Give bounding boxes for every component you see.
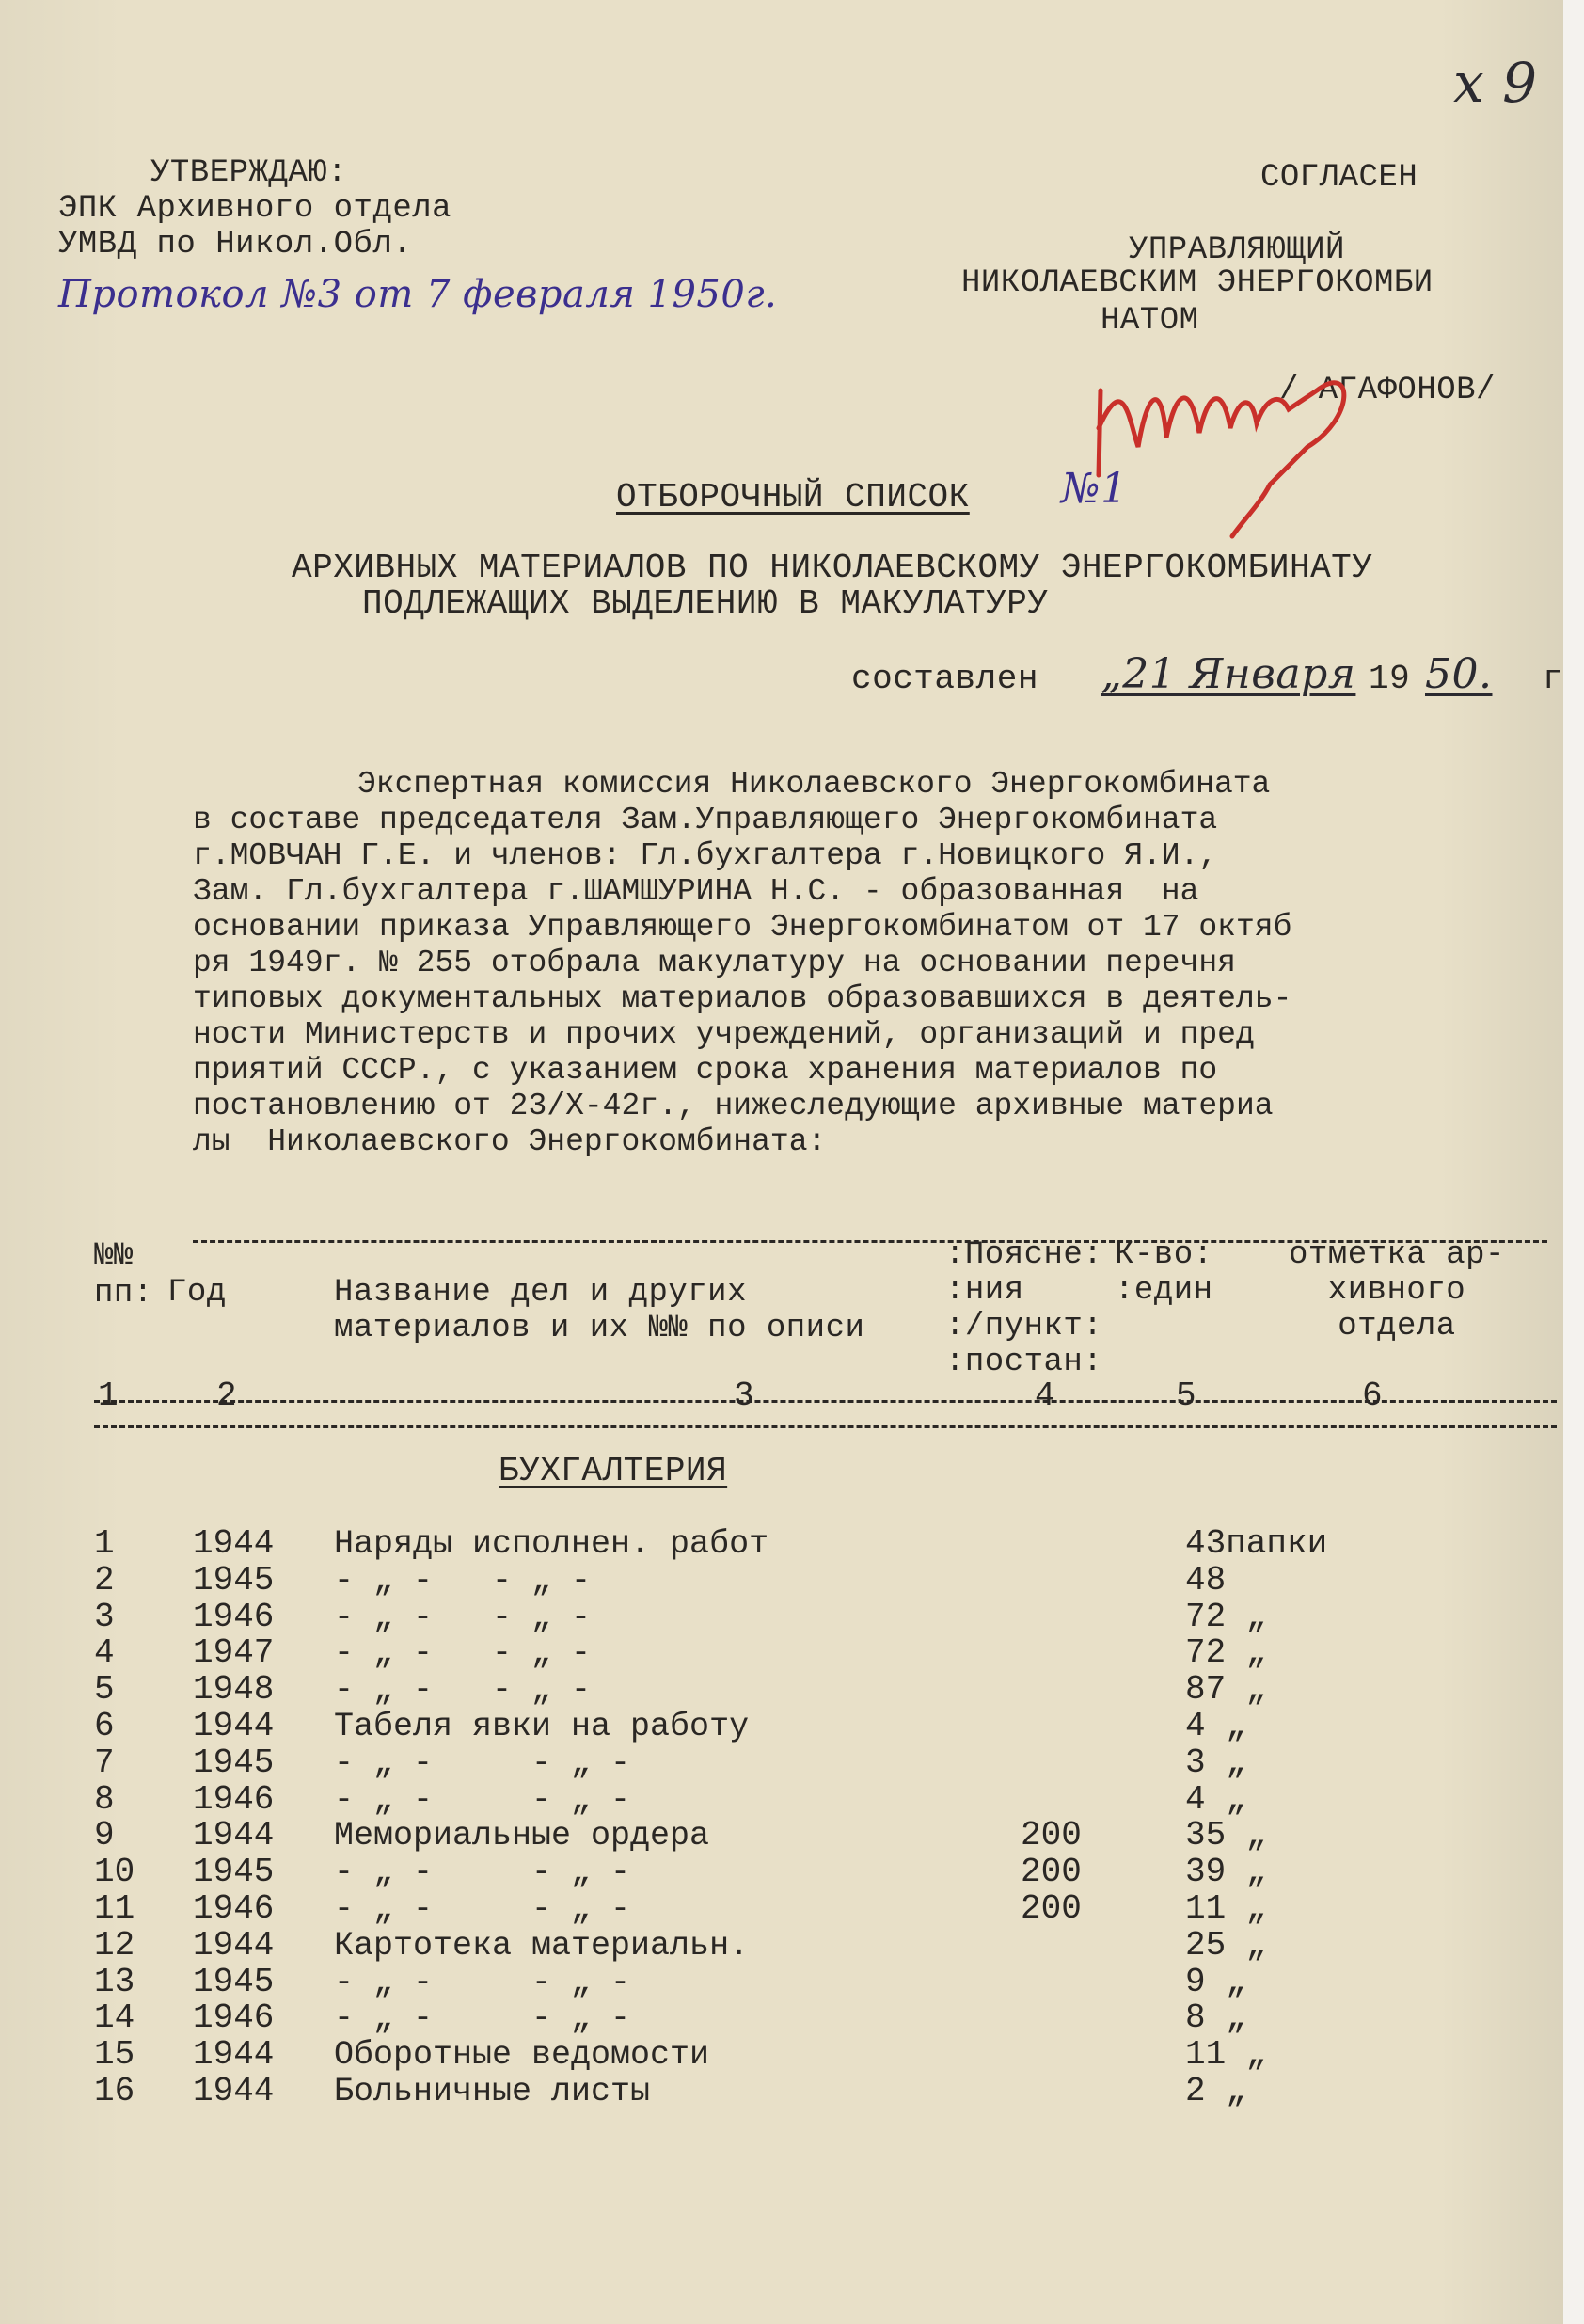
row-quantity: 48	[1185, 1561, 1227, 1600]
paragraph-line: в составе председателя Зам.Управляющего Энергокомбината	[193, 803, 1218, 837]
protocol-note: Протокол №3 от 7 февраля 1950г.	[58, 273, 778, 316]
row-year: 1944	[193, 1707, 275, 1745]
row-number: 3	[94, 1598, 115, 1636]
date-label: составлен	[851, 660, 1038, 698]
row-title: - „ - - „ -	[334, 1964, 631, 2001]
row-year: 1945	[193, 1561, 275, 1600]
row-quantity: 11 „	[1185, 1889, 1267, 1928]
row-title: - „ - - „ -	[334, 1890, 631, 1928]
row-number: 6	[94, 1707, 115, 1745]
row-quantity: 72 „	[1185, 1633, 1267, 1672]
row-title: - „ - - „ -	[334, 1854, 631, 1891]
row-quantity: 87 „	[1185, 1670, 1267, 1709]
row-note: 200	[1021, 1889, 1082, 1928]
row-quantity: 4 „	[1185, 1780, 1246, 1819]
row-title: - „ - - „ -	[334, 1744, 631, 1782]
row-title: - „ - - „ -	[334, 1562, 592, 1600]
header-col-note: :Поясне: :ния :/пункт: :постан:	[945, 1237, 1103, 1380]
row-title: - „ - - „ -	[334, 1781, 631, 1819]
header-col-quantity: К-во: :един	[1115, 1237, 1213, 1309]
row-year: 1944	[193, 1524, 275, 1563]
paragraph-line: постановлению от 23/X-42г., нижеследующие архивные материа	[193, 1089, 1274, 1123]
paragraph-line: г.МОВЧАН Г.Е. и членов: Гл.бухгалтера г.Новицкого Я.И.,	[193, 838, 1218, 873]
row-number: 12	[94, 1926, 135, 1965]
col-index-3: 3	[734, 1377, 755, 1415]
row-quantity: 25 „	[1185, 1926, 1267, 1965]
row-quantity: 2 „	[1185, 2072, 1246, 2110]
header-col-archive-mark: отметка ар- хивного отдела	[1289, 1237, 1505, 1345]
row-number: 8	[94, 1780, 115, 1819]
row-quantity: 3 „	[1185, 1743, 1246, 1782]
agree-signatory: / АГАФОНОВ/	[1279, 373, 1496, 408]
row-title: - „ - - „ -	[334, 1999, 631, 2037]
document-subtitle-line1: АРХИВНЫХ МАТЕРИАЛОВ ПО НИКОЛАЕВСКОМУ ЭНЕРГОКОМБИНАТУ	[292, 549, 1373, 587]
table-header-bottom-rule	[94, 1425, 1557, 1428]
agree-title: УПРАВЛЯЮЩИЙ	[1129, 232, 1345, 268]
row-year: 1946	[193, 1889, 275, 1928]
paragraph-line: лы Николаевского Энергокомбината:	[193, 1124, 827, 1159]
row-title: Оборотные ведомости	[334, 2036, 710, 2074]
row-quantity: 8 „	[1185, 1998, 1246, 2037]
row-year: 1945	[193, 1963, 275, 2001]
row-title: - „ - - „ -	[334, 1634, 592, 1672]
archive-sheet-number: x 9	[1453, 51, 1538, 115]
row-quantity: 35 „	[1185, 1816, 1267, 1854]
row-year: 1944	[193, 1926, 275, 1965]
paragraph-line: Зам. Гл.бухгалтера г.ШАМШУРИНА Н.С. - образованная на	[193, 874, 1199, 909]
table-header-number-rule	[94, 1400, 1557, 1403]
document-title: ОТБОРОЧНЫЙ СПИСОК	[616, 478, 970, 517]
col-index-4: 4	[1035, 1377, 1056, 1415]
paragraph-line: типовых документальных материалов образовавшихся в деятель-	[193, 981, 1292, 1016]
row-title: Картотека материальн.	[334, 1927, 750, 1965]
row-number: 2	[94, 1561, 115, 1600]
approve-dept: УМВД по Никол.Обл.	[58, 227, 413, 263]
row-quantity: 11 „	[1185, 2035, 1267, 2074]
row-year: 1948	[193, 1670, 275, 1709]
col-index-1: 1	[98, 1377, 119, 1415]
agree-heading: СОГЛАСЕН	[1260, 160, 1418, 196]
row-note: 200	[1021, 1853, 1082, 1891]
paragraph-line: основании приказа Управляющего Энергокомбинатом от 17 октяб	[193, 910, 1292, 945]
row-number: 14	[94, 1998, 135, 2037]
page-margin	[1563, 0, 1584, 2324]
row-year: 1946	[193, 1998, 275, 2037]
row-number: 11	[94, 1889, 135, 1928]
row-note: 200	[1021, 1816, 1082, 1854]
row-quantity: 72 „	[1185, 1598, 1267, 1636]
row-number: 7	[94, 1743, 115, 1782]
section-title: БУХГАЛТЕРИЯ	[499, 1452, 728, 1490]
row-quantity: 9 „	[1185, 1963, 1246, 2001]
row-number: 9	[94, 1816, 115, 1854]
list-number-mark: №1	[1061, 465, 1128, 513]
col-index-5: 5	[1176, 1377, 1197, 1415]
col-index-6: 6	[1362, 1377, 1384, 1415]
row-number: 4	[94, 1633, 115, 1672]
row-quantity: 43папки	[1185, 1524, 1328, 1563]
date-year-prefix: 19	[1369, 660, 1411, 698]
row-title: Больничные листы	[334, 2073, 651, 2110]
row-year: 1947	[193, 1633, 275, 1672]
row-number: 10	[94, 1853, 135, 1891]
approve-heading: УТВЕРЖДАЮ:	[150, 155, 348, 191]
date-day-month: „21 Января	[1101, 650, 1356, 698]
agree-org-line1: НИКОЛАЕВСКИМ ЭНЕРГОКОМБИ	[961, 265, 1434, 301]
row-title: - „ - - „ -	[334, 1671, 592, 1709]
row-quantity: 39 „	[1185, 1853, 1267, 1891]
paragraph-line: приятий СССР., с указанием срока хранения материалов по	[193, 1053, 1218, 1088]
row-number: 13	[94, 1963, 135, 2001]
header-col-year: Год	[167, 1275, 227, 1311]
row-year: 1946	[193, 1780, 275, 1819]
date-suffix: г	[1543, 660, 1564, 698]
signature-stroke	[1099, 383, 1344, 536]
paragraph-line: ря 1949г. № 255 отобрала макулатуру на основании перечня	[193, 946, 1236, 980]
row-year: 1945	[193, 1743, 275, 1782]
row-number: 5	[94, 1670, 115, 1709]
agree-org-line2: НАТОМ	[1101, 303, 1199, 339]
row-year: 1944	[193, 2035, 275, 2074]
header-col-name: Название дел и других материалов и их №№ по описи	[334, 1275, 865, 1346]
row-number: 16	[94, 2072, 135, 2110]
row-title: Табеля явки на работу	[334, 1708, 750, 1745]
row-year: 1944	[193, 2072, 275, 2110]
row-title: - „ - - „ -	[334, 1599, 592, 1636]
row-title: Мемориальные ордера	[334, 1817, 710, 1854]
header-col-number: №№ пп:	[94, 1238, 153, 1312]
paragraph-line: ности Министерств и прочих учреждений, организаций и пред	[193, 1017, 1255, 1052]
approve-org: ЭПК Архивного отдела	[58, 191, 452, 227]
date-year-suffix: 50.	[1425, 650, 1493, 698]
row-year: 1945	[193, 1853, 275, 1891]
row-number: 15	[94, 2035, 135, 2074]
document-subtitle-line2: ПОДЛЕЖАЩИХ ВЫДЕЛЕНИЮ В МАКУЛАТУРУ	[362, 584, 1049, 623]
row-quantity: 4 „	[1185, 1707, 1246, 1745]
manager-signature	[1072, 334, 1373, 550]
row-year: 1944	[193, 1816, 275, 1854]
row-title: Наряды исполнен. работ	[334, 1525, 769, 1563]
col-index-2: 2	[216, 1377, 238, 1415]
paragraph-line: Экспертная комиссия Николаевского Энергокомбината	[357, 767, 1271, 802]
row-number: 1	[94, 1524, 115, 1563]
row-year: 1946	[193, 1598, 275, 1636]
